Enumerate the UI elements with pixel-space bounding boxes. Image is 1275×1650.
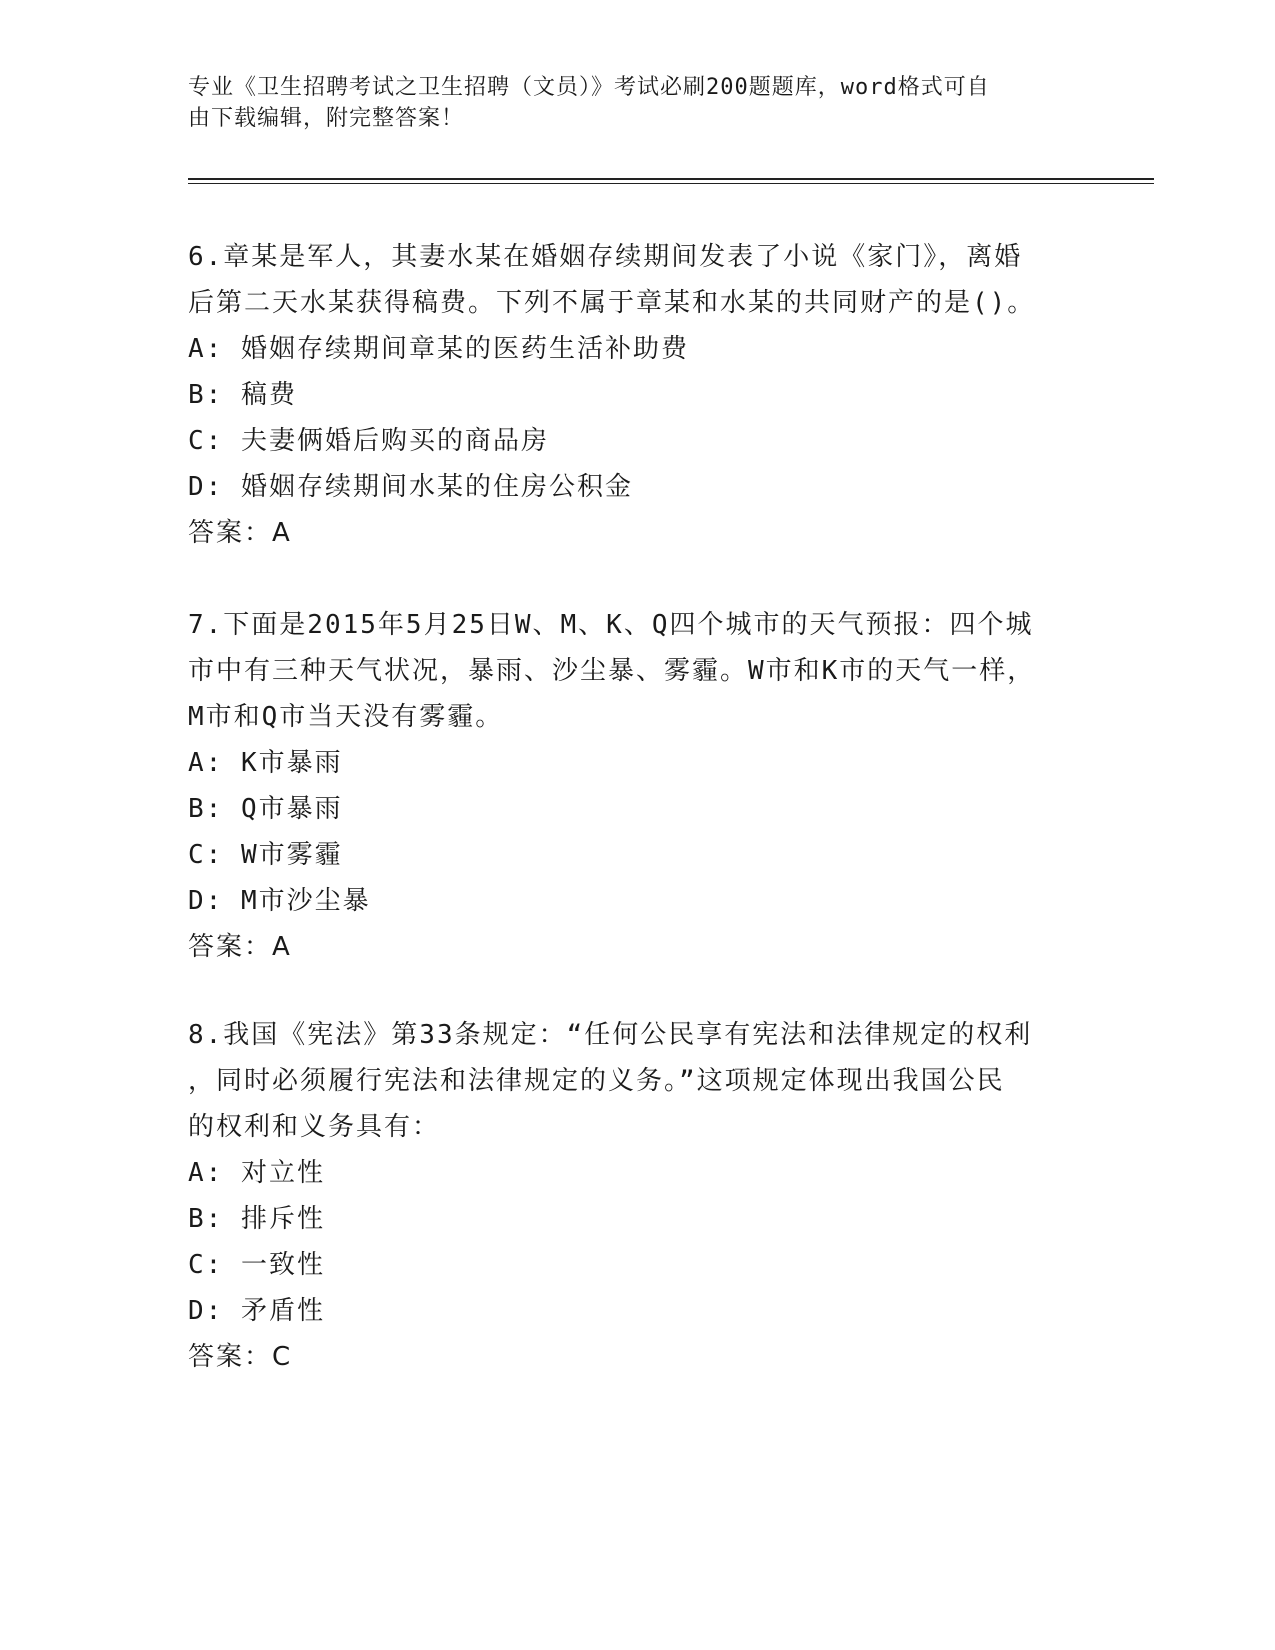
option-c: C: 夫妻俩婚后购买的商品房 <box>188 426 549 456</box>
option-b: B: 排斥性 <box>188 1204 325 1234</box>
answer-line: 答案：A <box>188 932 292 962</box>
option-b: B: 稿费 <box>188 380 297 410</box>
option-d: D: 矛盾性 <box>188 1296 325 1326</box>
header-divider <box>188 178 1154 184</box>
question-8 <box>188 1012 1088 1380</box>
question-stem-line: 7.下面是2015年5月25日W、M、K、Q四个城市的天气预报：四个城 <box>188 610 1034 640</box>
option-a: A: 婚姻存续期间章某的医药生活补助费 <box>188 334 689 364</box>
question-stem-line: 后第二天水某获得稿费。下列不属于章某和水某的共同财产的是()。 <box>188 288 1036 318</box>
question-7 <box>188 602 1088 970</box>
question-stem-line: ，同时必须履行宪法和法律规定的义务。”这项规定体现出我国公民 <box>188 1066 1005 1096</box>
header-line-1: 专业《卫生招聘考试之卫生招聘（文员）》考试必刷200题题库，word格式可自 <box>188 75 990 100</box>
option-c: C: 一致性 <box>188 1250 325 1280</box>
option-d: D: 婚姻存续期间水某的住房公积金 <box>188 472 633 502</box>
header-line-2: 由下载编辑，附完整答案！ <box>188 106 465 131</box>
document-header <box>188 72 1068 134</box>
option-d: D: M市沙尘暴 <box>188 886 371 916</box>
question-stem-line: 市中有三种天气状况，暴雨、沙尘暴、雾霾。W市和K市的天气一样， <box>188 656 1036 686</box>
question-stem-line: 8.我国《宪法》第33条规定：“任何公民享有宪法和法律规定的权利 <box>188 1020 1033 1050</box>
question-stem-line: M市和Q市当天没有雾霾。 <box>188 702 504 732</box>
option-b: B: Q市暴雨 <box>188 794 343 824</box>
question-stem-line: 6.章某是军人，其妻水某在婚姻存续期间发表了小说《家门》，离婚 <box>188 242 1023 272</box>
option-c: C: W市雾霾 <box>188 840 343 870</box>
question-6 <box>188 234 1088 556</box>
question-stem-line: 的权利和义务具有： <box>188 1112 441 1142</box>
option-a: A: K市暴雨 <box>188 748 343 778</box>
option-a: A: 对立性 <box>188 1158 325 1188</box>
answer-line: 答案：A <box>188 518 292 548</box>
answer-line: 答案：C <box>188 1342 293 1372</box>
